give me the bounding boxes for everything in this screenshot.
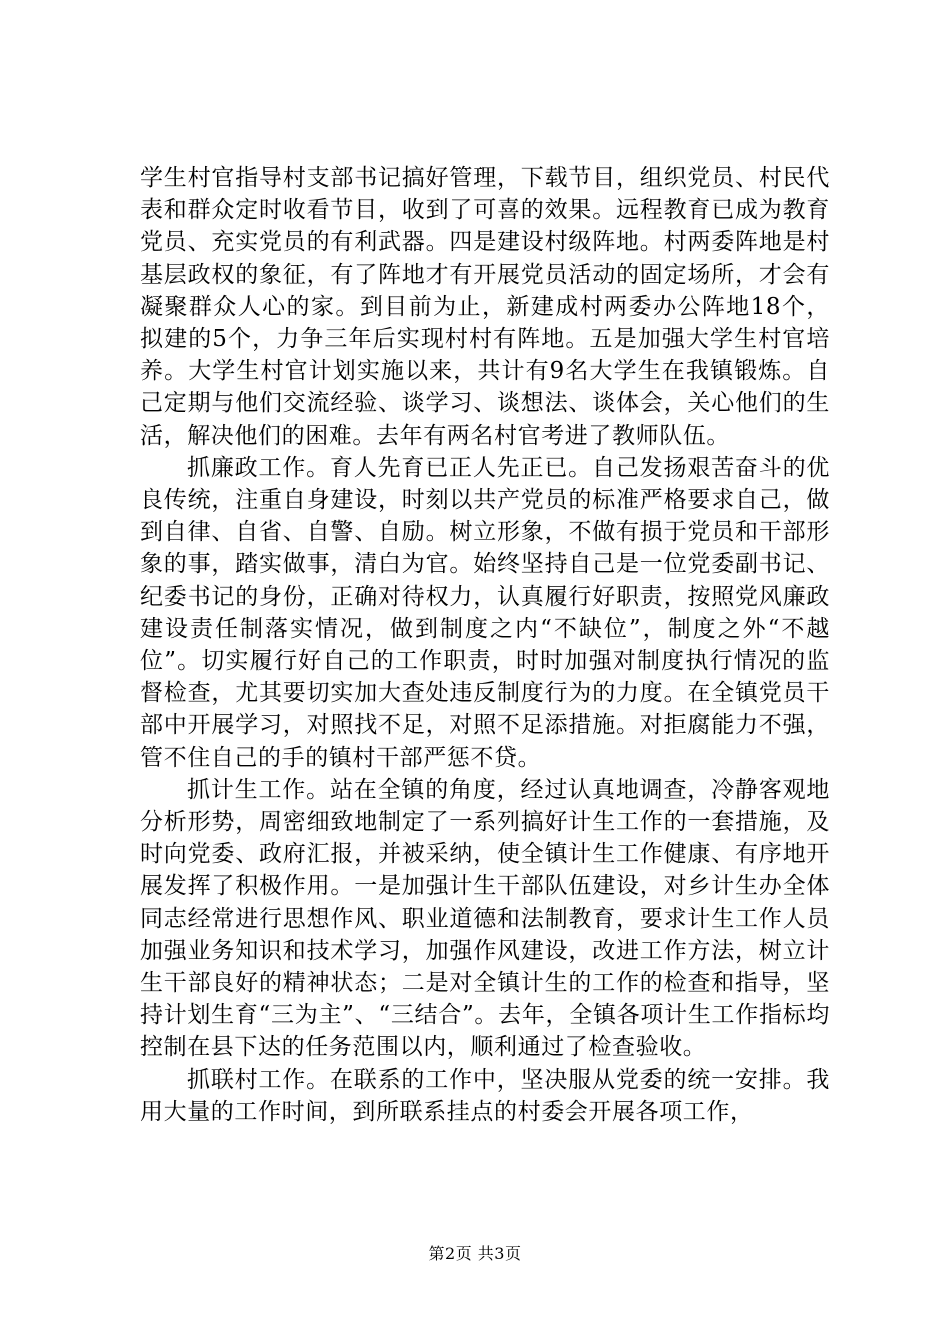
body-text [140,162,830,1128]
page-footer: 第2页 共3页 [428,1244,522,1263]
paragraph-2: 抓廉政工作。育人先育已正人先正已。自己发扬艰苦奋斗的优良传统，注重自身建设，时刻以共产党员的标准严格要求自己，做到自律、自省、自警、自励。树立形象，不做有损于党员和干部形象的事，踏实做事，清白为官。始终坚持自己是一位党委副书记、纪委书记的身份，正确对待权力，认真履行好职责，按照党风廉政建设责任制落实情况，做到制度之内“不缺位”，制度之外“不越位”。切实履行好自己的工作职责，时时加强对制度执行情况的监督检查，尤其要切实加大查处违反制度行为的力度。在全镇党员干部中开展学习，对照找不足，对照不足添措施。对拒腐能力不强，管不住自己的手的镇村干部严惩不贷。 [140,454,830,771]
paragraph-4: 抓联村工作。在联系的工作中，坚决服从党委的统一安排。我用大量的工作时间，到所联系挂点的村委会开展各项工作， [140,1066,830,1125]
paragraph-3: 抓计生工作。站在全镇的角度，经过认真地调查，冷静客观地分析形势，周密细致地制定了一系列搞好计生工作的一套措施，及时向党委、政府汇报，并被采纳，使全镇计生工作健康、有序地开展发挥了积极作用。一是加强计生干部队伍建设，对乡计生办全体同志经常进行思想作风、职业道德和法制教育，要求计生工作人员加强业务知识和技术学习，加强作风建设，改进工作方法，树立计生干部良好的精神状态；二是对全镇计生的工作的检查和指导，坚持计划生育“三为主”、“三结合”。去年，全镇各项计生工作指标均控制在县下达的任务范围以内，顺利通过了检查验收。 [140,776,830,1061]
paragraph-1: 学生村官指导村支部书记搞好管理，下载节目，组织党员、村民代表和群众定时收看节目，收到了可喜的效果。远程教育已成为教育党员、充实党员的有利武器。四是建设村级阵地。村两委阵地是村基层政权的象征，有了阵地才有开展党员活动的固定场所，才会有凝聚群众人心的家。到目前为止，新建成村两委办公阵地18个，拟建的5个，力争三年后实现村村有阵地。五是加强大学生村官培养。大学生村官计划实施以来，共计有9名大学生在我镇锻炼。自己定期与他们交流经验、谈学习、谈想法、谈体会，关心他们的生活，解决他们的困难。去年有两名村官考进了教师队伍。 [140,165,830,449]
